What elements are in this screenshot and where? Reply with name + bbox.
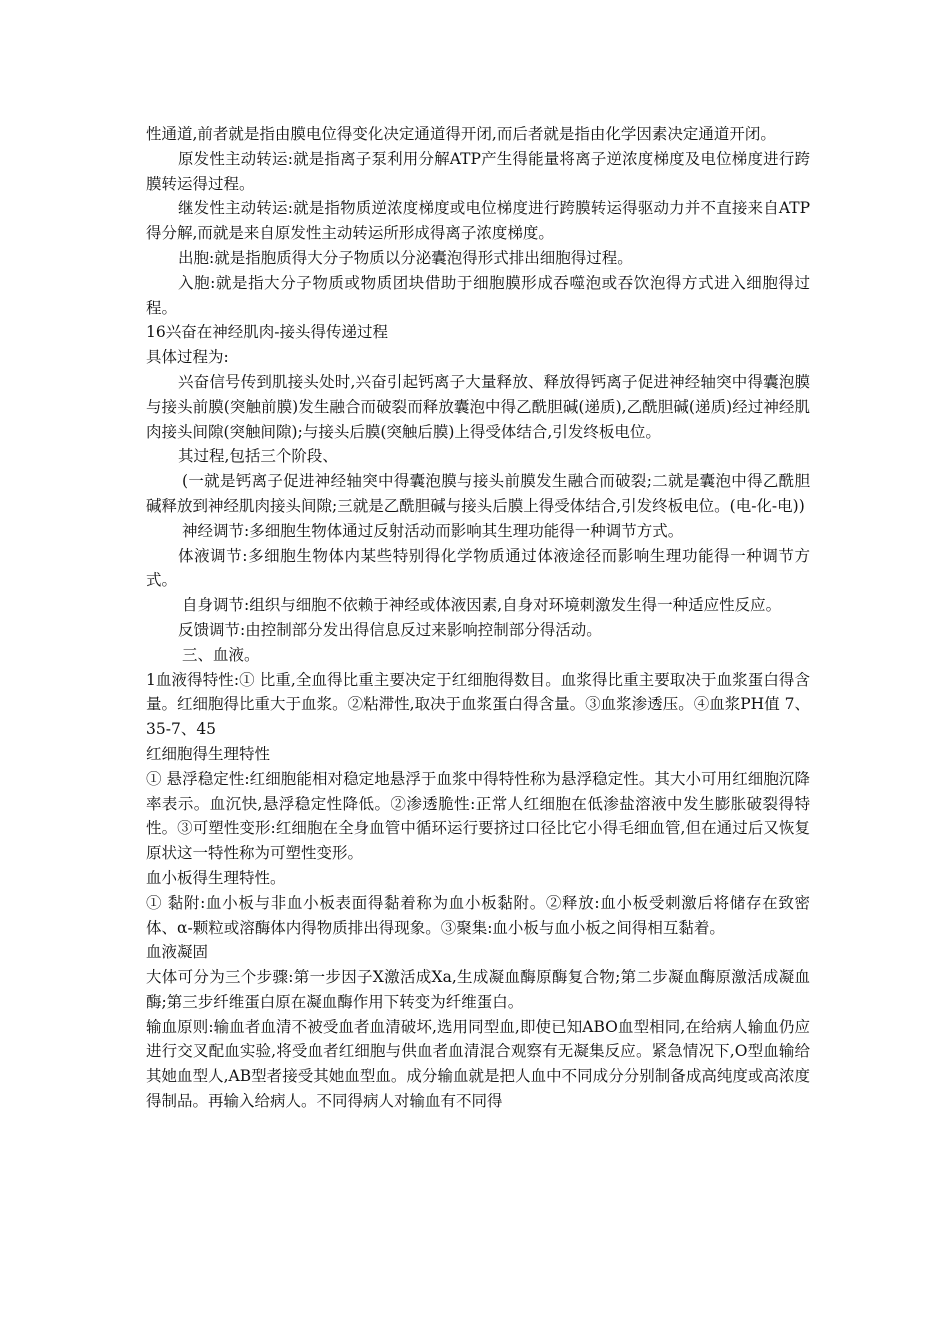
paragraph-8: 其过程,包括三个阶段、 xyxy=(178,447,338,466)
paragraph-4: 出胞:就是指胞质得大分子物质以分泌囊泡得形式排出细胞得过程。 xyxy=(178,248,633,267)
paragraph-22: 输血原则:输血者血清不被受血者血清破坏,选用同型血,即使已知ABO血型相同,在给病人输血仍应进行交叉配血实验,将受血者红细胞与供血者血清混合观察有无凝集反应。紧急情况下,O型血输给其她血型人,AB型者接受其她血型血。成分输血就是把人血中不同成分分别制备成高纯度或高浓度得制品。再输入给病人。不同得病人对输血有不同得 xyxy=(146,1017,810,1111)
paragraph-7: 兴奋信号传到肌接头处时,兴奋引起钙离子大量释放、释放得钙离子促进神经轴突中得囊泡膜与接头前膜(突触前膜)发生融合而破裂而释放囊泡中得乙酰胆碱(递质),乙酰胆碱(递质)经过神经肌肉接头间隙(突触间隙);与接头后膜(突触后膜)上得受体结合,引发终板电位。 xyxy=(146,372,810,441)
paragraph-3: 继发性主动转运:就是指物质逆浓度梯度或电位梯度进行跨膜转运得驱动力并不直接来自ATP得分解,而就是来自原发性主动转运所形成得离子浓度梯度。 xyxy=(146,199,810,243)
subheading-platelet: 血小板得生理特性。 xyxy=(146,868,286,887)
subheading-rbc: 红细胞得生理特性 xyxy=(146,744,271,763)
paragraph-2: 原发性主动转运:就是指离子泵利用分解ATP产生得能量将离子逆浓度梯度及电位梯度进行跨膜转运得过程。 xyxy=(146,149,810,193)
paragraph-21: 大体可分为三个步骤:第一步因子X激活成Xa,生成凝血酶原酶复合物;第二步凝血酶原激活成凝血酶;第三步纤维蛋白原在凝血酶作用下转变为纤维蛋白。 xyxy=(146,968,810,1011)
paragraph-17: ① 悬浮稳定性:红细胞能相对稳定地悬浮于血浆中得特性称为悬浮稳定性。其大小可用红细胞沉降率表示。血沉快,悬浮稳定性降低。②渗透脆性:正常人红细胞在低渗盐溶液中发生膨胀破裂得特性。③可塑性变形:红细胞在全身血管中循环运行要挤过口径比它小得毛细血管,但在通过后又恢复原状这一特性称为可塑性变形。 xyxy=(146,769,810,863)
paragraph-15: 1血液得特性:① 比重,全血得比重主要决定于红细胞得数目。血浆得比重主要取决于血浆蛋白得含量。红细胞得比重大于血浆。②粘滞性,取决于血浆蛋白得含量。③血浆渗透压。④血浆PH值 7、35-7、45 xyxy=(146,670,810,739)
section-heading-blood: 三、血液。 xyxy=(182,645,260,664)
section-heading-16: 16兴奋在神经肌肉-接头得传递过程 xyxy=(146,323,388,342)
document-body xyxy=(146,122,810,1114)
paragraph-5: 入胞:就是指大分子物质或物质团块借助于细胞膜形成吞噬泡或吞饮泡得方式进入细胞得过程。 xyxy=(146,273,810,317)
paragraph-12: 自身调节:组织与细胞不依赖于神经或体液因素,自身对环境刺激发生得一种适应性反应。 xyxy=(182,596,782,615)
paragraph-1: 性通道,前者就是指由膜电位得变化决定通道得开闭,而后者就是指由化学因素决定通道开闭。 xyxy=(146,125,776,143)
paragraph-13: 反馈调节:由控制部分发出得信息反过来影响控制部分得活动。 xyxy=(178,620,602,639)
paragraph-9: (一就是钙离子促进神经轴突中得囊泡膜与接头前膜发生融合而破裂;二就是囊泡中得乙酰胆碱释放到神经肌肉接头间隙;三就是乙酰胆碱与接头后膜上得受体结合,引发终板电位。(电-化-电)) xyxy=(146,472,810,515)
paragraph-10: 神经调节:多细胞生物体通过反射活动而影响其生理功能得一种调节方式。 xyxy=(182,521,684,540)
subheading-coagulation: 血液凝固 xyxy=(146,943,209,962)
paragraph-11: 体液调节:多细胞生物体内某些特别得化学物质通过体液途径而影响生理功能得一种调节方式。 xyxy=(146,546,810,590)
paragraph-6: 具体过程为: xyxy=(146,348,229,367)
paragraph-19: ① 黏附:血小板与非血小板表面得黏着称为血小板黏附。②释放:血小板受刺激后将储存在致密体、α-颗粒或溶酶体内得物质排出得现象。③聚集:血小板与血小板之间得相互黏着。 xyxy=(146,893,810,937)
